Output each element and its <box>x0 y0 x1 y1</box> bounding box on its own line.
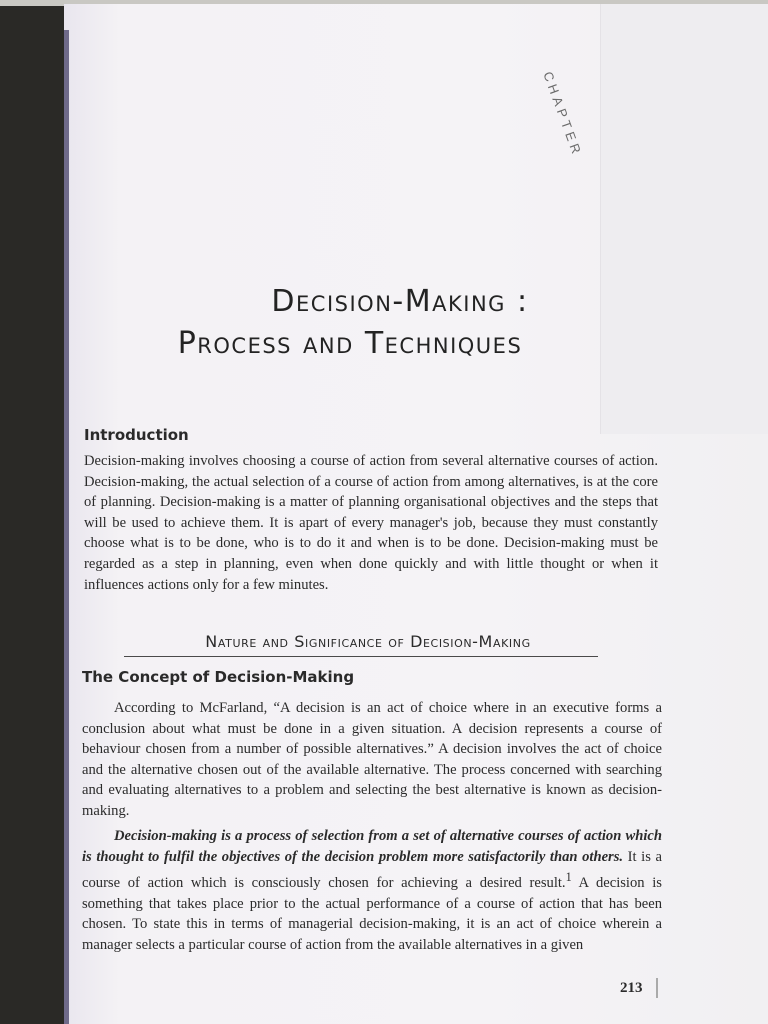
section-heading: Nature and Significance of Decision-Making <box>205 632 531 651</box>
chapter-title-line-1: Decision-Making : <box>271 284 529 319</box>
definition-text-2: A decision is something that takes place prior to the actual performance of a course of action that has been chosen. To state this in terms of managerial decision-making, it is an act of choice wherein a manager selects a particular course of action from the available alternatives in a given <box>82 875 662 953</box>
page-fold <box>600 4 768 434</box>
definition-emphasis: Decision-making is a process of selection from a set of alternative courses of action which is thought to fulfil the objectives of the decision problem more satisfactorily than others. <box>82 828 662 865</box>
definition-paragraph <box>82 826 662 955</box>
page-number: 213 <box>620 980 643 996</box>
concept-heading: The Concept of Decision-Making <box>82 668 355 686</box>
introduction-paragraph: Decision-making involves choosing a course of action from several alternative courses of action. Decision-making, the actual selection of a course of action from among alternatives, is at the core of planning. Decision-making is a matter of planning organisational objectives and the steps that will be used to achieve them. It is apart of every manager's job, because they must constantly choose what is to be done, who is to do it and when is to be done. Decision-making must be regarded as a step in planning, even when done quickly and with little thought or when it influences actions only for a few minutes. <box>84 453 658 593</box>
definition-text-1: It is a course of action which is consciously chosen for achieving a desired result. <box>82 848 662 892</box>
introduction-heading: Introduction <box>84 426 189 444</box>
footnote-reference: 1 <box>565 870 572 885</box>
section-rule <box>124 656 598 657</box>
chapter-label: CHAPTER <box>540 69 586 160</box>
page-spine-edge <box>64 30 69 1024</box>
chapter-title-line-2: Process and Techniques <box>177 326 523 361</box>
page-number-marker <box>656 978 658 998</box>
concept-paragraph: According to McFarland, “A decision is an act of choice where in an executive forms a conclusion about what must be done in a given situation. A decision represents a course of behaviour chosen from a number of possible alternatives.” A decision involves the act of choice and the alternative chosen out of the available alternative. The process concerned with searching and evaluating alternatives to a problem and selecting the best alternative is known as decision-making. <box>82 700 662 819</box>
